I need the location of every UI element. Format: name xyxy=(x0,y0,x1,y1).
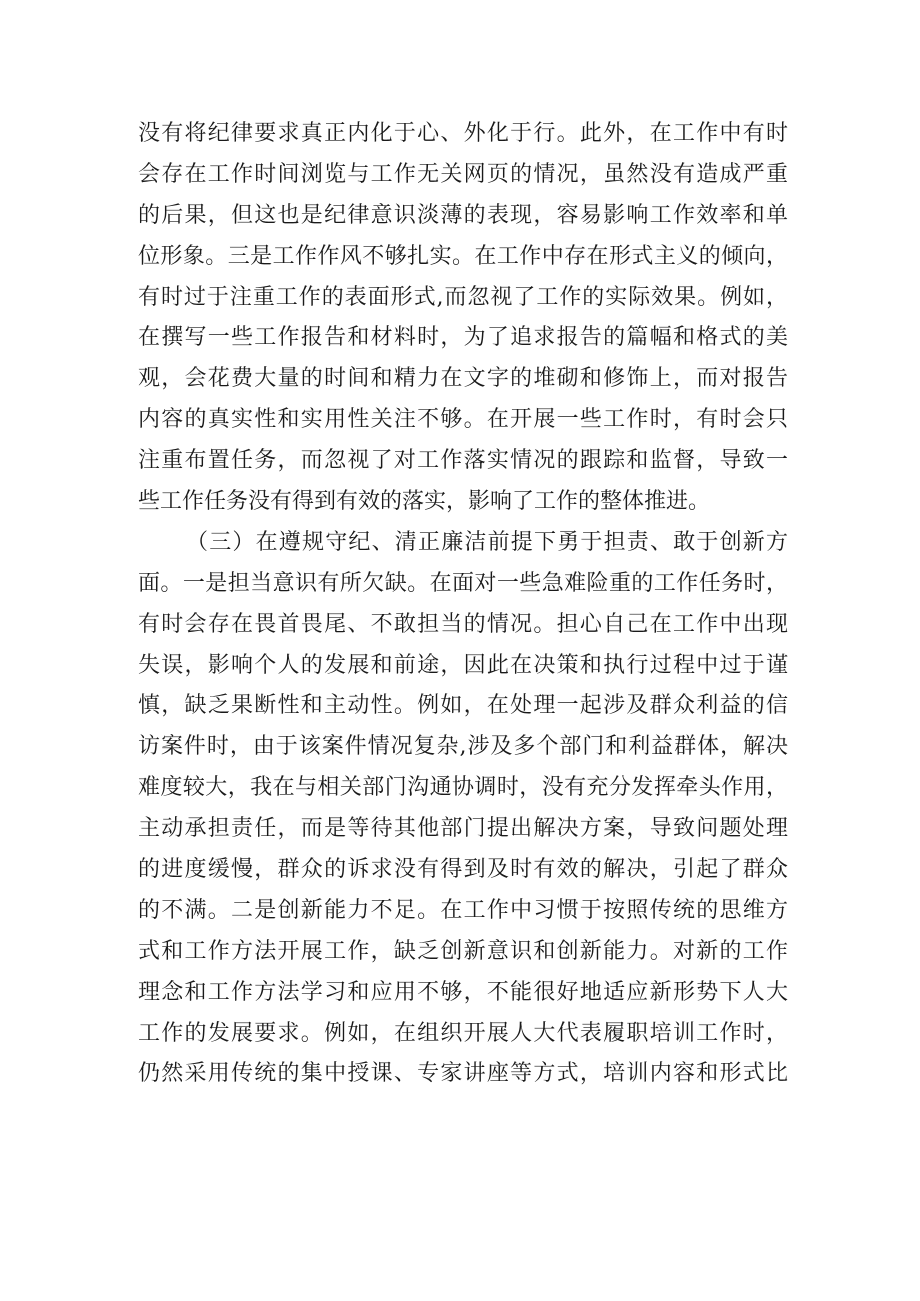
text-line: 仍然采用传统的集中授课、专家讲座等方式，培训内容和形式比 xyxy=(138,1061,788,1087)
text-line: 的后果，但这也是纪律意识淡薄的表现，容易影响工作效率和单 xyxy=(138,202,788,228)
paragraph-2 xyxy=(138,523,788,1095)
section-heading-line: （三）在遵规守纪、清正廉洁前提下勇于担责、敢于创新方 xyxy=(186,529,788,555)
text-line: 注重布置任务，而忽视了对工作落实情况的跟踪和监督，导致一 xyxy=(138,448,788,474)
text-line: 慎，缺乏果断性和主动性。例如，在处理一起涉及群众利益的信 xyxy=(138,693,788,719)
text-line: 没有将纪律要求真正内化于心、外化于行。此外，在工作中有时 xyxy=(138,121,788,146)
text-line: 的进度缓慢，群众的诉求没有得到及时有效的解决，引起了群众 xyxy=(138,857,788,883)
text-line: 难度较大，我在与相关部门沟通协调时，没有充分发挥牵头作用， xyxy=(138,775,788,801)
paragraph-1 xyxy=(138,114,788,523)
text-line: 主动承担责任，而是等待其他部门提出解决方案，导致问题处理 xyxy=(138,816,788,842)
text-line: 面。一是担当意识有所欠缺。在面对一些急难险重的工作任务时， xyxy=(138,570,788,596)
document-body xyxy=(138,114,788,1095)
text-line: 式和工作方法开展工作，缺乏创新意识和创新能力。对新的工作 xyxy=(138,938,788,964)
text-line: 理念和工作方法学习和应用不够，不能很好地适应新形势下人大 xyxy=(138,979,788,1005)
text-line: 工作的发展要求。例如，在组织开展人大代表履职培训工作时， xyxy=(138,1020,788,1046)
text-line: 失误，影响个人的发展和前途，因此在决策和执行过程中过于谨 xyxy=(138,652,788,678)
text-line: 内容的真实性和实用性关注不够。在开展一些工作时，有时会只 xyxy=(138,407,788,433)
text-line: 些工作任务没有得到有效的落实，影响了工作的整体推进。 xyxy=(138,489,711,515)
text-line: 有时过于注重工作的表面形式,而忽视了工作的实际效果。例如， xyxy=(138,284,788,310)
text-line: 有时会存在畏首畏尾、不敢担当的情况。担心自己在工作中出现 xyxy=(138,611,788,637)
text-line: 位形象。三是工作作风不够扎实。在工作中存在形式主义的倾向， xyxy=(138,243,788,269)
text-line: 的不满。二是创新能力不足。在工作中习惯于按照传统的思维方 xyxy=(138,897,788,923)
text-line: 在撰写一些工作报告和材料时，为了追求报告的篇幅和格式的美 xyxy=(138,325,788,351)
text-line: 观，会花费大量的时间和精力在文字的堆砌和修饰上，而对报告 xyxy=(138,366,788,392)
text-line: 访案件时，由于该案件情况复杂,涉及多个部门和利益群体，解决 xyxy=(138,734,788,760)
text-line: 会存在工作时间浏览与工作无关网页的情况，虽然没有造成严重 xyxy=(138,161,788,187)
